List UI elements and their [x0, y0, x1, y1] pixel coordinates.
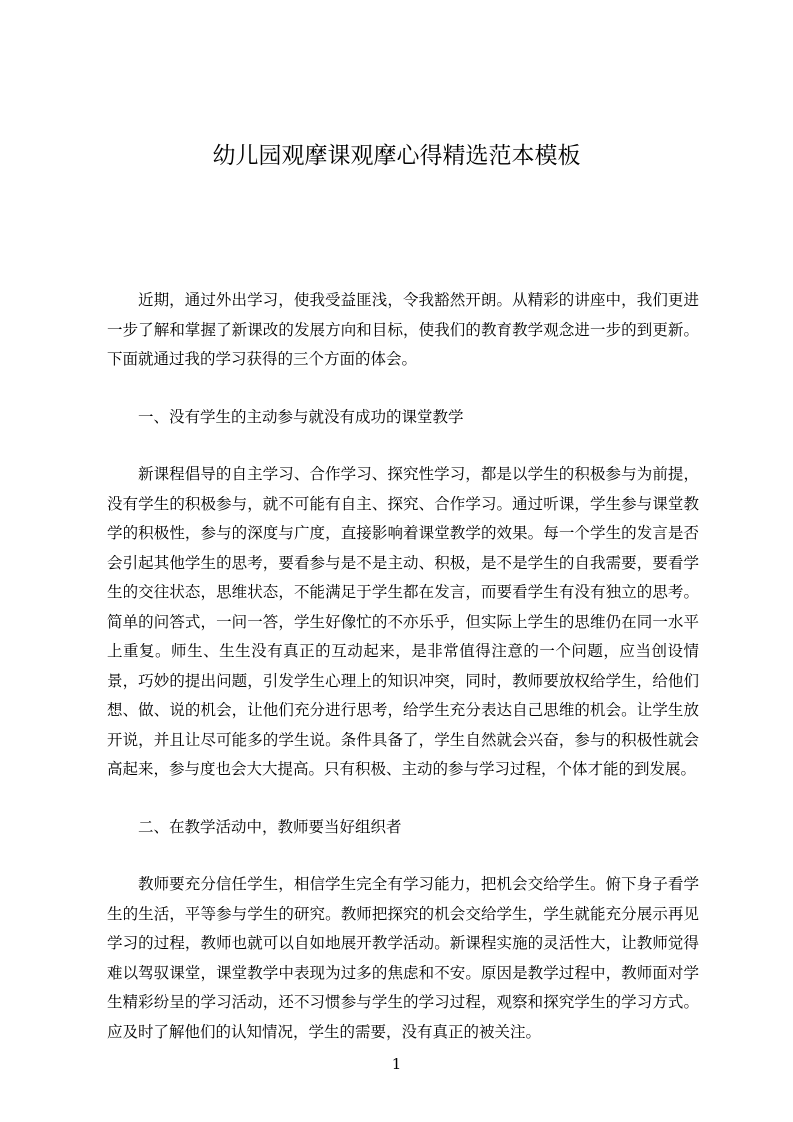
- section-2-heading: 二、在教学活动中，教师要当好组织者: [138, 817, 402, 836]
- section-2-paragraph: 教师要充分信任学生，相信学生完全有学习能力，把机会交给学生。俯下身子看学生的生活，平等参与学生的研究。教师把探究的机会交给学生，学生就能充分展示再见学习的过程，教师也就可以自如地展开教学活动。新课程实施的灵活性大，让教师觉得难以驾驭课堂，课堂教学中表现为过多的焦虑和不安。原因是教学过程中，教师面对学生精彩纷呈的学习活动，还不习惯参与学生的学习过程，观察和探究学生的学习方式。应及时了解他们的认知情况，学生的需要，没有真正的被关注。: [107, 875, 699, 1041]
- intro-paragraph: 近期，通过外出学习，使我受益匪浅，令我豁然开朗。从精彩的讲座中，我们更进一步了解和掌握了新课改的发展方向和目标，使我们的教育教学观念进一步的到更新。下面就通过我的学习获得的三个方面的体会。: [107, 291, 699, 368]
- section-1-heading: 一、没有学生的主动参与就没有成功的课堂教学: [138, 407, 464, 426]
- page-number: 1: [391, 1055, 402, 1073]
- section-1-paragraph: 新课程倡导的自主学习、合作学习、探究性学习，都是以学生的积极参与为前提，没有学生的积极参与，就不可能有自主、探究、合作学习。通过听课，学生参与课堂教学的积极性，参与的深度与广度，直接影响着课堂教学的效果。每一个学生的发言是否会引起其他学生的思考，要看参与是不是主动、积极，是不是学生的自我需要，要看学生的交往状态，思维状态，不能满足于学生都在发言，而要看学生有没有独立的思考。简单的问答式，一问一答，学生好像忙的不亦乐乎，但实际上学生的思维仍在同一水平上重复。师生、生生没有真正的互动起来，是非常值得注意的一个问题，应当创设情景，巧妙的提出问题，引发学生心理上的知识冲突，同时，教师要放权给学生，给他们想、做、说的机会，让他们充分进行思考，给学生充分表达自己思维的机会。让学生放开说，并且让尽可能多的学生说。条件具备了，学生自然就会兴奋，参与的积极性就会高起来，参与度也会大大提高。只有积极、主动的参与学习过程，个体才能的到发展。: [107, 465, 699, 778]
- document-title: 幼儿园观摩课观摩心得精选范本模板: [212, 143, 581, 169]
- document-body: [107, 286, 699, 1075]
